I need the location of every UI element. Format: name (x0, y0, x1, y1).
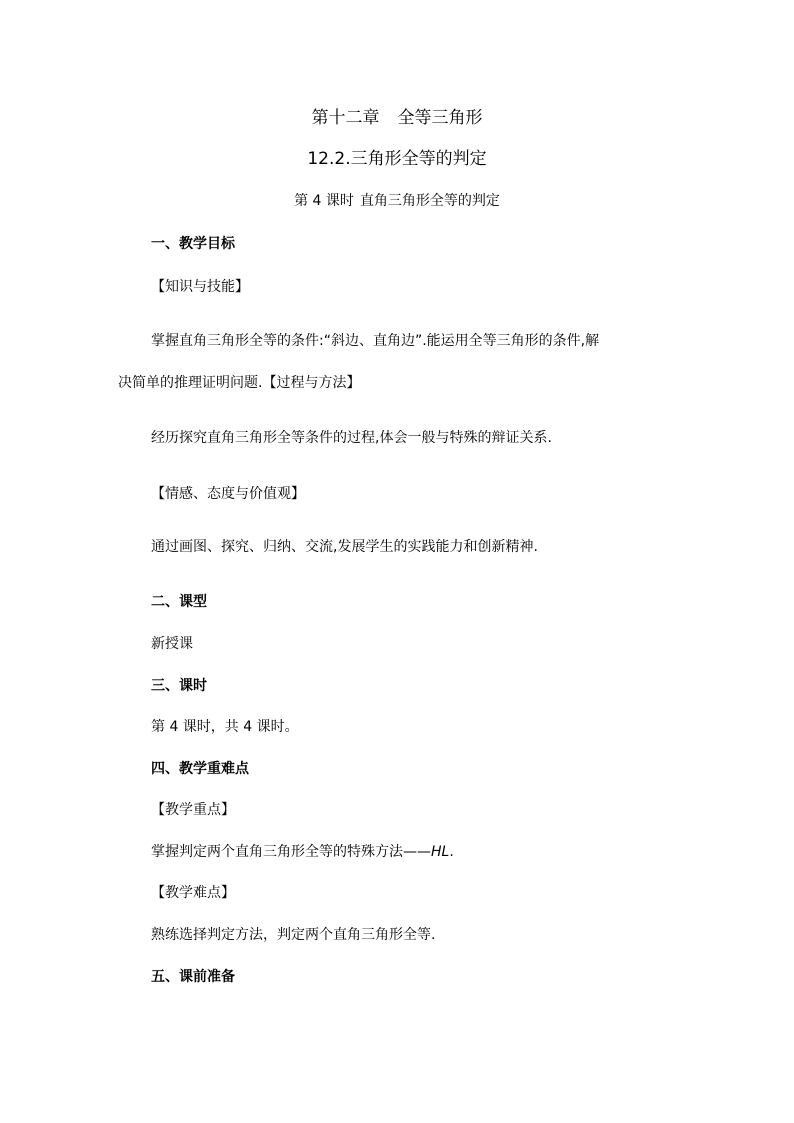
class-hours-text: 第 4 课时，共 4 课时。 (151, 719, 299, 735)
knowledge-text-line2 (118, 373, 360, 393)
heading-preparation: 五、课前准备 (151, 969, 235, 985)
label-teaching-difficulty: 【教学难点】 (151, 885, 235, 901)
label-process-method: 【过程与方法】 (262, 375, 361, 391)
knowledge-text-line1: 掌握直角三角形全等的条件:“斜边、直角边”.能运用全等三角形的条件,解 (151, 333, 600, 349)
lesson-number: 第 4 课时 (294, 193, 354, 209)
teaching-key-end: . (449, 844, 454, 860)
teaching-key-abbr: HL (431, 844, 450, 860)
heading-key-difficult-points: 四、教学重难点 (151, 761, 249, 777)
teaching-key-main: 掌握判定两个直角三角形全等的特殊方法—— (151, 844, 431, 860)
teaching-key-text (151, 842, 454, 862)
chapter-title (0, 106, 794, 130)
lesson-title (0, 191, 794, 211)
heading-class-hours: 三、课时 (151, 678, 207, 694)
emotion-text: 通过画图、探究、归纳、交流,发展学生的实践能力和创新精神. (151, 539, 538, 555)
lesson-type-text: 新授课 (151, 636, 193, 652)
chapter-number: 第十二章 (311, 108, 380, 128)
heading-teaching-objectives: 一、教学目标 (151, 236, 235, 252)
label-emotion-values: 【情感、态度与价值观】 (151, 486, 305, 502)
process-text: 经历探究直角三角形全等条件的过程,体会一般与特殊的辩证关系. (151, 430, 552, 446)
knowledge-text-end: 决简单的推理证明问题. (118, 375, 263, 391)
label-knowledge-skills: 【知识与技能】 (151, 279, 249, 295)
section-title: 12.2.三角形全等的判定 (307, 149, 487, 169)
teaching-difficulty-text: 熟练选择判定方法，判定两个直角三角形全等. (151, 927, 436, 943)
lesson-topic: 直角三角形全等的判定 (359, 193, 500, 209)
heading-lesson-type: 二、课型 (151, 594, 207, 610)
chapter-subject: 全等三角形 (397, 108, 483, 128)
label-teaching-key: 【教学重点】 (151, 802, 235, 818)
